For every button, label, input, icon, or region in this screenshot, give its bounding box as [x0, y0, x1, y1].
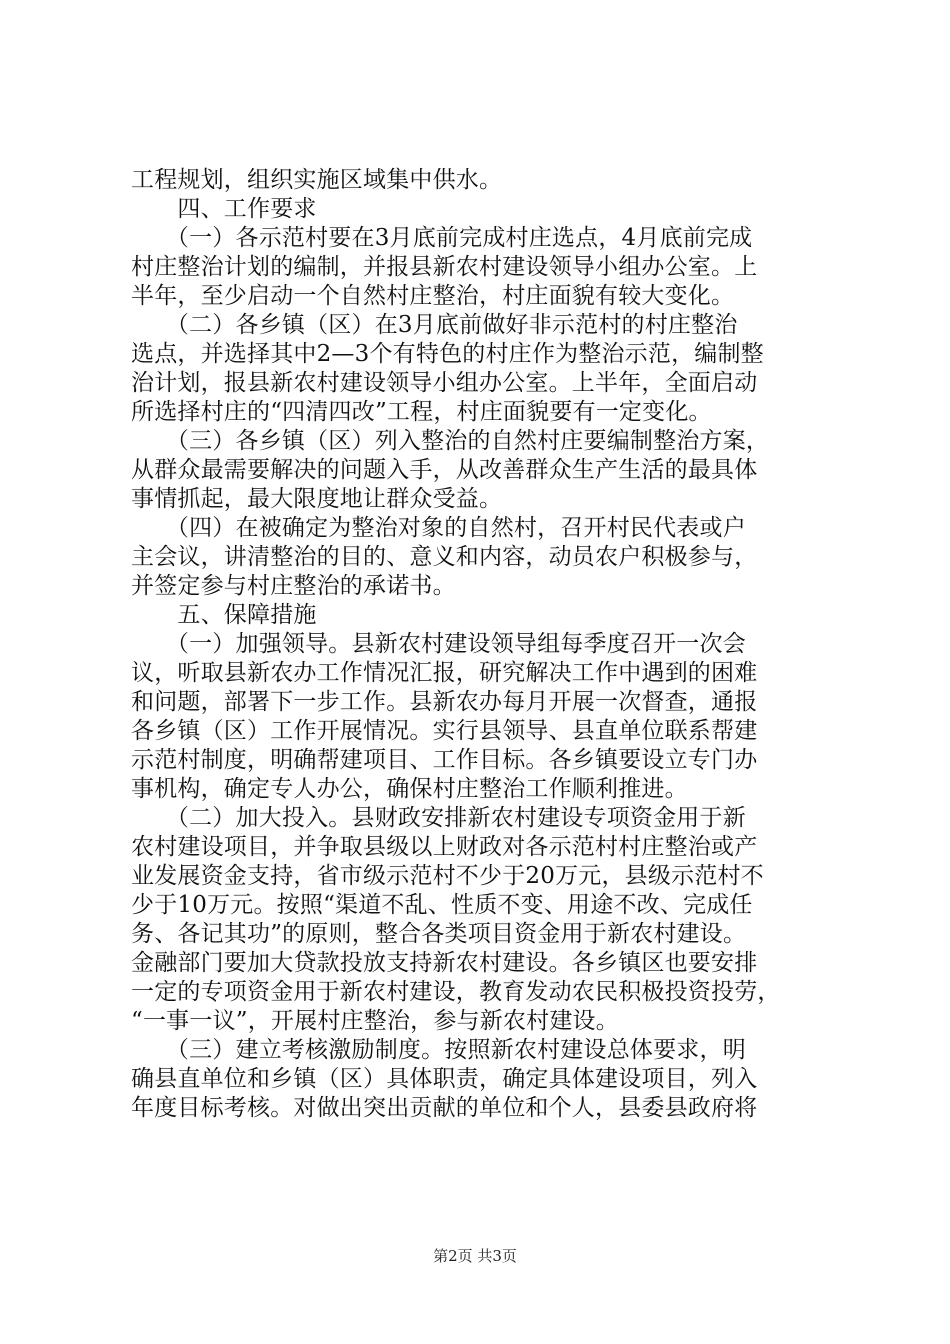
text-line: 金融部门要加大贷款投放支持新农村建设。各乡镇区也要安排 — [131, 950, 758, 976]
text-line: 村庄整治计划的编制，并报县新农村建设领导小组办公室。上 — [131, 254, 758, 280]
text-line: 示范村制度，明确帮建项目、工作目标。各乡镇要设立专门办 — [131, 747, 758, 773]
text-line: 农村建设项目，并争取县级以上财政对各示范村村庄整治或产 — [131, 834, 758, 860]
text-line: 和问题，部署下一步工作。县新农办每月开展一次督查，通报 — [131, 689, 758, 715]
text-line: 事情抓起，最大限度地让群众受益。 — [131, 486, 503, 512]
text-line: 选点，并选择其中2—3个有特色的村庄作为整治示范，编制整 — [131, 341, 764, 367]
text-line: 主会议，讲清整治的目的、意义和内容，动员农户积极参与， — [131, 544, 758, 570]
text-line: 各乡镇（区）工作开展情况。实行县领导、县直单位联系帮建 — [131, 718, 758, 744]
text-line: 半年，至少启动一个自然村庄整治，村庄面貌有较大变化。 — [131, 283, 735, 309]
page-footer: 第2页 共3页 — [433, 1247, 517, 1265]
text-line: 所选择村庄的“四清四改”工程，村庄面貌要有一定变化。 — [131, 399, 712, 425]
text-line: 业发展资金支持，省市级示范村不少于20万元，县级示范村不 — [131, 863, 764, 889]
text-line: （三）各乡镇（区）列入整治的自然村庄要编制整治方案， — [131, 428, 770, 454]
text-line: （二）各乡镇（区）在3月底前做好非示范村的村庄整治 — [131, 312, 738, 338]
text-line: 治计划，报县新农村建设领导小组办公室。上半年，全面启动 — [131, 370, 758, 396]
text-line: 工程规划，组织实施区域集中供水。 — [131, 167, 503, 193]
text-line: 务、各记其功”的原则，整合各类项目资金用于新农村建设。 — [131, 921, 747, 947]
text-line: 年度目标考核。对做出突出贡献的单位和个人，县委县政府将 — [131, 1095, 758, 1121]
text-line: “一事一议”，开展村庄整治，参与新农村建设。 — [131, 1008, 619, 1034]
text-line: 五、保障措施 — [131, 602, 317, 628]
text-line: 少于10万元。按照“渠道不乱、性质不变、用途不改、完成任 — [131, 892, 753, 918]
body-text — [131, 166, 831, 1123]
text-line: （一）各示范村要在3月底前完成村庄选点，4月底前完成 — [131, 225, 753, 251]
text-line: 四、工作要求 — [131, 196, 317, 222]
text-line: （三）建立考核激励制度。按照新农村建设总体要求，明 — [131, 1037, 746, 1063]
text-line: 确县直单位和乡镇（区）具体职责，确定具体建设项目，列入 — [131, 1066, 758, 1092]
text-line: 议，听取县新农办工作情况汇报，研究解决工作中遇到的困难 — [131, 660, 758, 686]
text-line: 事机构，确定专人办公，确保村庄整治工作顺利推进。 — [131, 776, 688, 802]
text-line: （四）在被确定为整治对象的自然村，召开村民代表或户 — [131, 515, 746, 541]
text-line: （二）加大投入。县财政安排新农村建设专项资金用于新 — [131, 805, 746, 831]
text-line: 从群众最需要解决的问题入手，从改善群众生产生活的最具体 — [131, 457, 758, 483]
text-line: 一定的专项资金用于新农村建设，教育发动农民积极投资投劳， — [131, 979, 781, 1005]
text-line: 并签定参与村庄整治的承诺书。 — [131, 573, 456, 599]
text-line: （一）加强领导。县新农村建设领导组每季度召开一次会 — [131, 631, 746, 657]
